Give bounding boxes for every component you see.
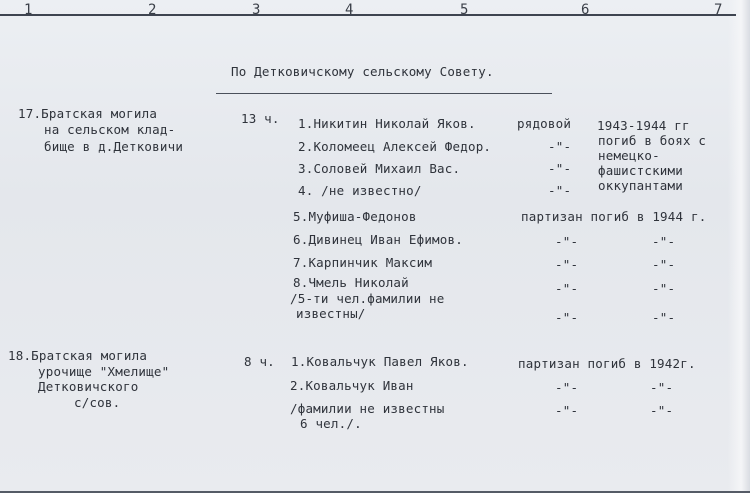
ditto-mark: -"- <box>650 403 674 418</box>
ditto-mark: -"- <box>555 380 579 395</box>
ditto-mark: -"- <box>652 281 676 296</box>
person-name: 5.Муфиша-Федонов <box>293 209 417 224</box>
buried-count: 8 ч. <box>244 354 275 369</box>
person-name: 4. /не известно/ <box>298 183 422 198</box>
person-name: 7.Карпинчик Максим <box>293 255 433 270</box>
column-number-3: 3 <box>252 2 261 18</box>
partisan-death-note: партизан погиб в 1944 г. <box>521 209 707 224</box>
header-rule <box>0 14 736 16</box>
section-title-underline <box>216 93 552 94</box>
burial-place-line: урочище "Хмелище" <box>38 364 170 379</box>
column-number-7: 7 <box>714 2 723 18</box>
ditto-mark: -"- <box>650 380 674 395</box>
ditto-mark: -"- <box>555 310 579 325</box>
column-number-1: 1 <box>24 2 33 18</box>
partisan-death-note: партизан погиб в 1942г. <box>518 356 696 371</box>
person-name: /5-ти чел.фамилии не <box>290 291 445 306</box>
column-number-2: 2 <box>148 2 157 18</box>
column-number-4: 4 <box>345 2 354 18</box>
years: 1943-1944 гг <box>597 118 690 133</box>
burial-place-line: 17.Братская могила <box>18 106 158 121</box>
column-number-6: 6 <box>581 2 590 18</box>
buried-count: 13 ч. <box>241 111 280 126</box>
section-title: По Детковичскому сельскому Совету. <box>231 64 494 79</box>
page-edge <box>728 0 750 493</box>
burial-place-line: 18.Братская могила <box>8 348 148 363</box>
ditto-mark: -"- <box>548 161 572 176</box>
person-name: 1.Никитин Николай Яков. <box>298 116 476 131</box>
death-circumstance: погиб в боях с <box>598 133 707 148</box>
ditto-mark: -"- <box>555 257 579 272</box>
burial-place-line: Детковичского <box>38 379 139 394</box>
person-name: /фамилии не известны <box>290 401 445 416</box>
burial-place-line: с/сов. <box>74 395 121 410</box>
burial-place-line: бище в д.Детковичи <box>44 139 184 154</box>
ditto-mark: -"- <box>555 281 579 296</box>
person-name: 8.Чмель Николай <box>293 275 409 290</box>
burial-place-line: на сельском клад- <box>44 122 176 137</box>
person-name: 3.Соловей Михаил Вас. <box>298 161 461 176</box>
person-name: 2.Коломеец Алексей Федор. <box>298 139 492 154</box>
person-name: 1.Ковальчук Павел Яков. <box>291 354 469 369</box>
person-name: 6 чел./. <box>300 416 362 431</box>
death-circumstance: оккупантами <box>598 178 683 193</box>
column-number-5: 5 <box>460 2 469 18</box>
person-name: известны/ <box>296 306 366 321</box>
person-name: 6.Дивинец Иван Ефимов. <box>293 232 463 247</box>
person-name: 2.Ковальчук Иван <box>290 378 414 393</box>
ditto-mark: -"- <box>555 403 579 418</box>
ditto-mark: -"- <box>652 310 676 325</box>
ditto-mark: -"- <box>548 183 572 198</box>
ditto-mark: -"- <box>548 139 572 154</box>
death-circumstance: немецко- <box>598 148 660 163</box>
death-circumstance: фашистскими <box>598 163 683 178</box>
ditto-mark: -"- <box>652 234 676 249</box>
rank: рядовой <box>517 116 572 131</box>
ditto-mark: -"- <box>555 234 579 249</box>
ditto-mark: -"- <box>652 257 676 272</box>
